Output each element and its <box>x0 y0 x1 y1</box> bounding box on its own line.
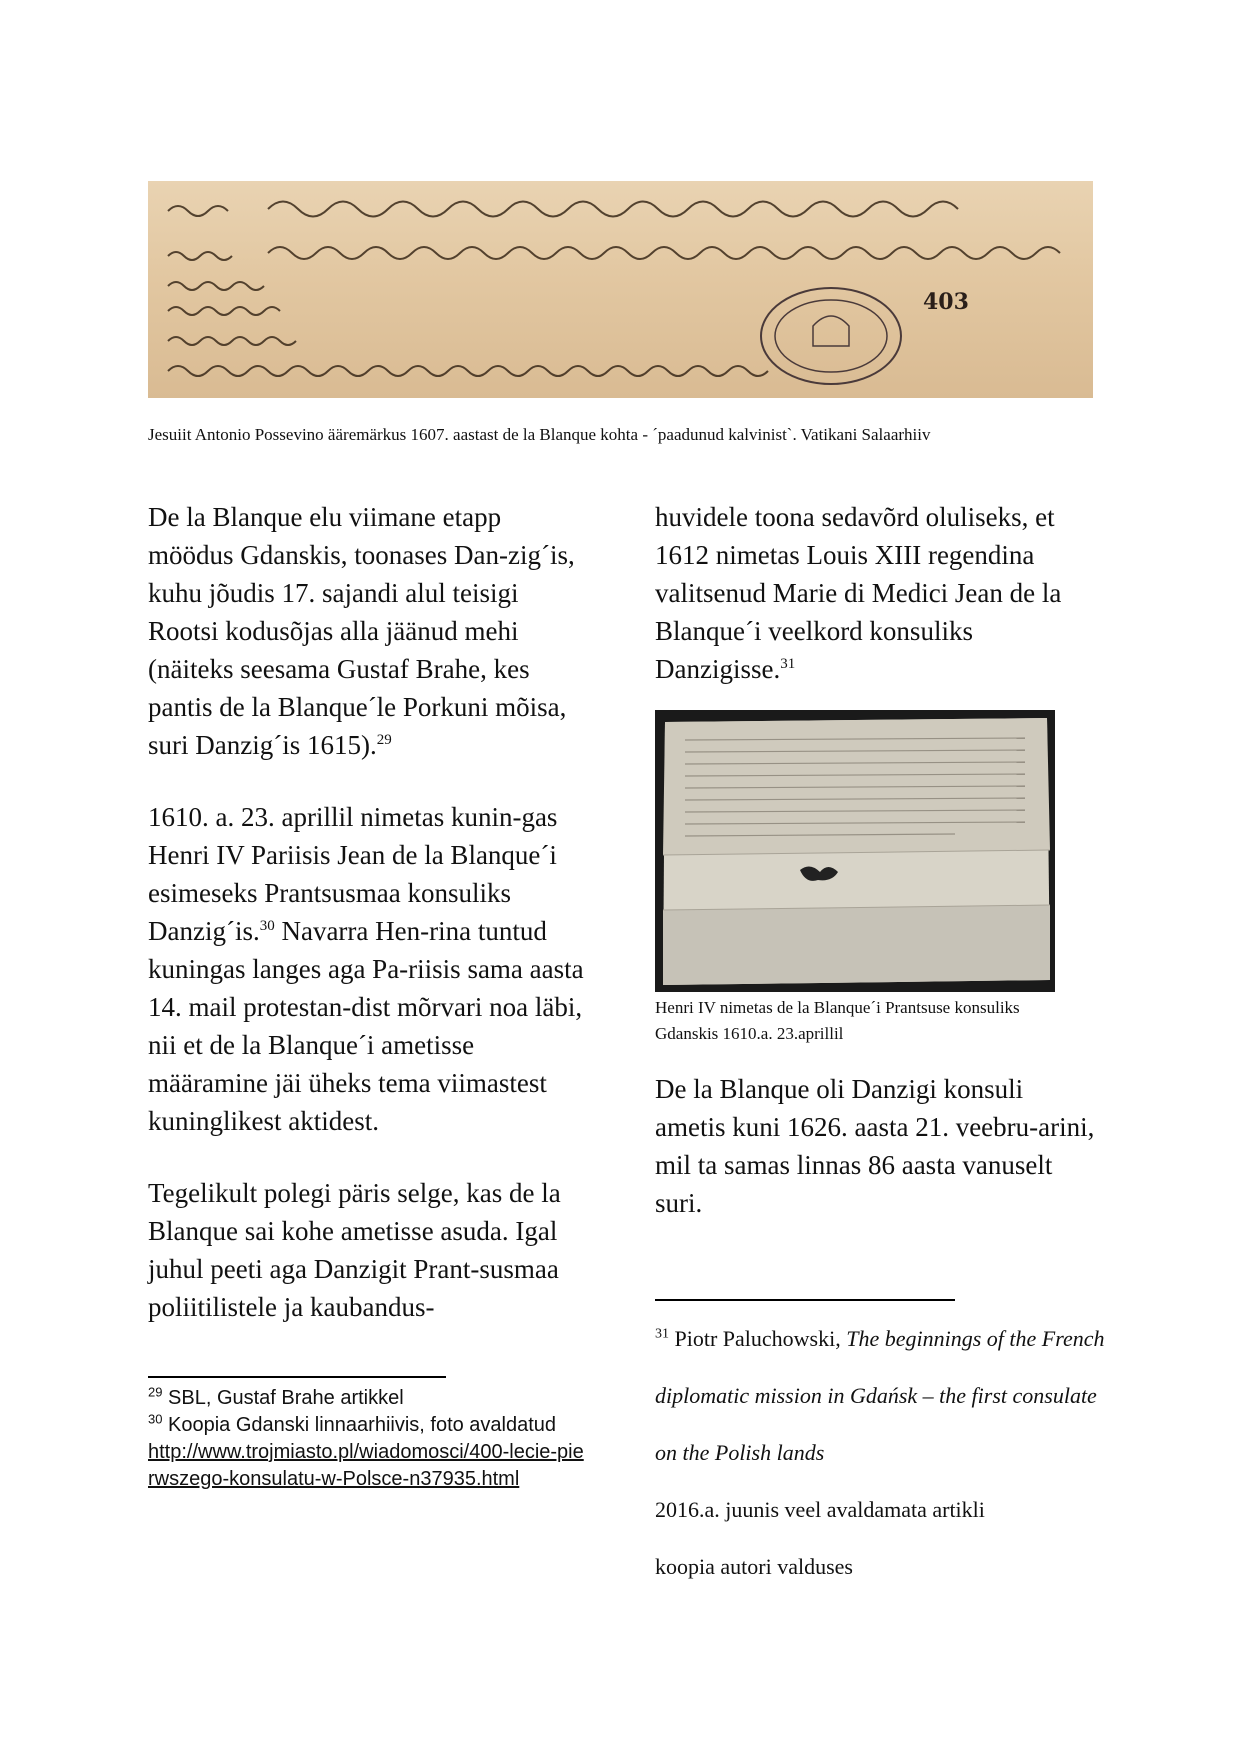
left-paragraph-1 <box>148 498 588 764</box>
right-paragraph-1 <box>655 498 1095 688</box>
manuscript-caption: Jesuiit Antonio Possevino ääremärkus 1607. aastast de la Blanque kohta - ´paadunud kalvinist`. Vatikani Salaarhiiv <box>148 425 931 444</box>
footnote-29-text: SBL, Gustaf Brahe artikkel <box>168 1387 404 1409</box>
manuscript-image <box>148 181 1093 398</box>
right-footnote-separator <box>655 1299 955 1301</box>
footnote-30-number: 30 <box>148 1411 163 1427</box>
left-footnotes <box>148 1385 588 1493</box>
letter-photo <box>655 710 1055 992</box>
right-paragraph-2: De la Blanque oli Danzigi konsuli ametis kuni 1626. aasta 21. veebru-arini, mil ta samas linnas 86 aasta vanuselt suri. <box>655 1074 1095 1218</box>
left-paragraph-2a-text: 1610. a. 23. aprillil nimetas kunin-gas Henri IV Pariisis Jean de la Blanque´i esimeseks Prantsusmaa konsuliks Danzig´is. <box>148 802 558 946</box>
left-paragraph-2b-text: Navarra Hen-rina tuntud kuningas langes aga Pa-riisis sama aasta 14. mail protestan-dist mõrvari noa läbi, nii et de la Blanque´i ametisse määramine jäi üheks tema viimastest kuninglikest aktidest. <box>148 916 584 1136</box>
left-paragraph-1-text: De la Blanque elu viimane etapp möödus Gdanskis, toonases Dan-zig´is, kuhu jõudis 17. sajandi alul teisigi Rootsi kodusõjas alla jäänud mehi (näiteks seesama Gustaf Brahe, kes pantis de la Blanque´le Porkuni mõisa, suri Danzig´is 1615). <box>148 502 575 760</box>
left-footnote-separator <box>148 1376 446 1378</box>
parchment-illustration <box>655 710 1055 992</box>
letter-caption: Henri IV nimetas de la Blanque´i Prantsuse konsuliks Gdanskis 1610.a. 23.aprillil <box>655 998 1020 1043</box>
footnote-ref-30[interactable]: 30 <box>259 918 275 934</box>
footnote-30-link[interactable]: http://www.trojmiasto.pl/wiadomosci/400-lecie-pierwszego-konsulatu-w-Polsce-n37935.html <box>148 1441 584 1490</box>
footnote-29 <box>148 1385 588 1412</box>
right-column-bottom <box>655 1070 1095 1222</box>
stamp-number: 403 <box>923 289 969 315</box>
footnote-31-title: The beginnings of the French diplomatic mission in Gdańsk – the first consulate on the Polish lands <box>655 1326 1105 1465</box>
footnote-31-number: 31 <box>655 1326 669 1342</box>
footnote-30 <box>148 1412 588 1493</box>
right-paragraph-1-text: huvidele toona sedavõrd oluliseks, et 1612 nimetas Louis XIII regendina valitsenud Marie di Medici Jean de la Blanque´i veelkord konsuliks Danzigisse. <box>655 502 1062 684</box>
footnote-30-text: Koopia Gdanski linnaarhiivis, foto avaldatud <box>168 1414 557 1436</box>
left-column <box>148 498 588 1326</box>
left-paragraph-3: Tegelikult polegi päris selge, kas de la Blanque sai kohe ametisse asuda. Igal juhul peeti aga Danzigit Prant-susmaa poliitilistele ja kaubandus- <box>148 1178 561 1322</box>
footnote-31-author: Piotr Paluchowski, <box>674 1326 841 1351</box>
left-paragraph-2 <box>148 798 588 1140</box>
footnote-29-number: 29 <box>148 1384 163 1400</box>
footnote-31-note-line-1: 2016.a. juunis veel avaldamata artikli <box>655 1497 985 1522</box>
archive-stamp <box>761 288 901 384</box>
footnote-ref-31[interactable]: 31 <box>780 656 796 672</box>
manuscript-illustration <box>148 181 1093 398</box>
footnote-ref-29[interactable]: 29 <box>376 732 392 748</box>
right-column-top <box>655 498 1095 688</box>
footnote-31-note-line-2: koopia autori valduses <box>655 1554 853 1579</box>
footnote-31 <box>655 1310 1105 1595</box>
